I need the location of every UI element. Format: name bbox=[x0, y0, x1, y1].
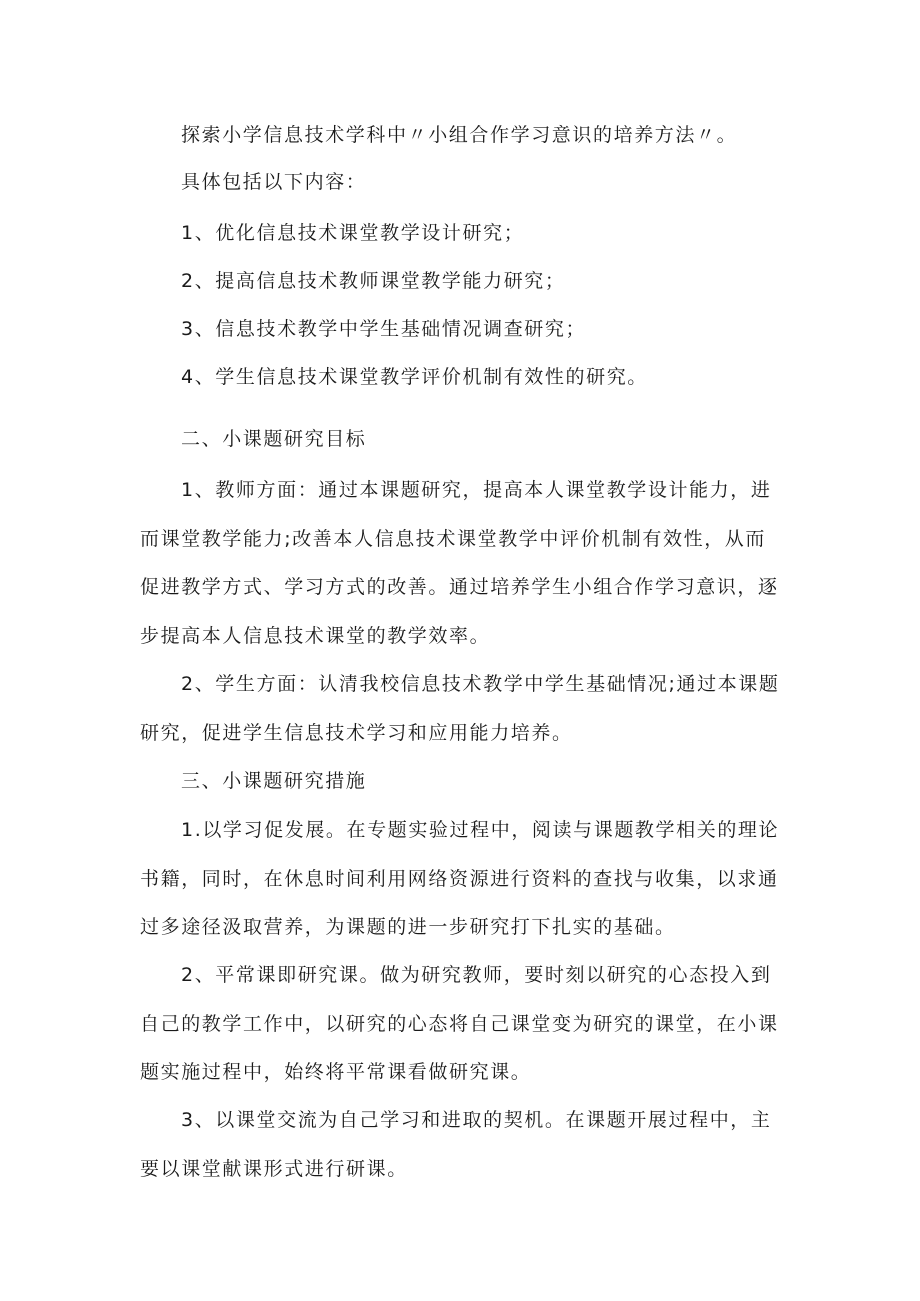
list-item: 4、学生信息技术课堂教学评价机制有效性的研究。 bbox=[181, 366, 648, 388]
paragraph-measure-2: 2、平常课即研究课。做为研究教师，要时刻以研究的心态投入到自己的教学工作中，以研究的心态将自己课堂变为研究的课堂，在小课题实施过程中，始终将平常课看做研究课。 bbox=[140, 964, 779, 1083]
paragraph-content-heading: 具体包括以下内容： bbox=[181, 171, 367, 193]
paragraph-intro: 探索小学信息技术学科中〃小组合作学习意识的培养方法〃。 bbox=[181, 124, 738, 146]
list-item: 3、信息技术教学中学生基础情况调查研究； bbox=[181, 318, 587, 340]
section-heading-measures: 三、小课题研究措施 bbox=[181, 770, 367, 792]
list-item: 1、优化信息技术课堂教学设计研究； bbox=[181, 222, 525, 244]
paragraph-teacher-goals: 1、教师方面：通过本课题研究，提高本人课堂教学设计能力，进而课堂教学能力;改善本人信息技术课堂教学中评价机制有效性，从而促进教学方式、学习方式的改善。通过培养学生小组合作学习意识，逐步提高本人信息技术课堂的教学效率。 bbox=[140, 479, 779, 647]
section-heading-goals: 二、小课题研究目标 bbox=[181, 428, 367, 450]
paragraph-measure-1: 1.以学习促发展。在专题实验过程中，阅读与课题教学相关的理论书籍，同时，在休息时间利用网络资源进行资料的查找与收集，以求通过多途径汲取营养，为课题的进一步研究打下扎实的基础。 bbox=[140, 819, 780, 938]
paragraph-student-goals: 2、学生方面：认清我校信息技术教学中学生基础情况;通过本课题研究，促进学生信息技术学习和应用能力培养。 bbox=[140, 673, 780, 744]
list-item: 2、提高信息技术教师课堂教学能力研究； bbox=[181, 270, 566, 292]
paragraph-measure-3: 3、以课堂交流为自己学习和进取的契机。在课题开展过程中，主要以课堂献课形式进行研课。 bbox=[140, 1109, 772, 1180]
